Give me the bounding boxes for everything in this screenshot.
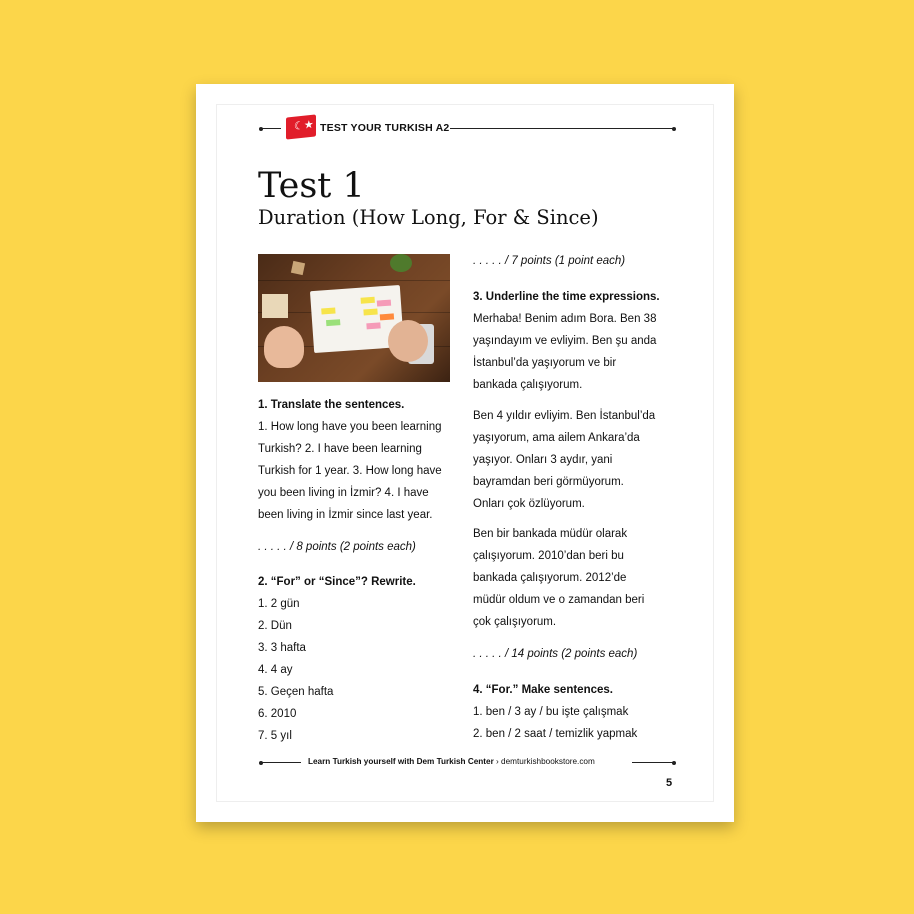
paragraph-line: Ben 4 yıldır evliyim. Ben İstanbul’da (473, 410, 656, 422)
list-item: 3. 3 hafta (258, 642, 306, 654)
list-item: 2. Dün (258, 620, 292, 632)
section-2-heading: 2. “For” or “Since”? Rewrite. (258, 576, 416, 588)
paragraph-line: bayramdan beri görmüyorum. (473, 476, 624, 488)
header-rule-end-dot (672, 127, 676, 131)
study-desk-photo (258, 254, 450, 382)
turkish-flag-icon: ☾★ (286, 114, 316, 139)
paragraph-line: müdür oldum ve o zamandan beri (473, 594, 645, 606)
paragraph-line: bankada çalışıyorum. 2012’de (473, 572, 627, 584)
paragraph-line: çalışıyorum. 2010’dan beri bu (473, 550, 624, 562)
footer-credit (308, 757, 595, 766)
list-item: 4. 4 ay (258, 664, 293, 676)
list-item: 1. ben / 3 ay / bu işte çalışmak (473, 706, 629, 718)
section-2-points: . . . . . / 7 points (1 point each) (473, 255, 626, 267)
section-3-paragraph-3 (473, 523, 673, 633)
hand-shape (388, 320, 428, 362)
page-title: Test 1 (258, 166, 365, 206)
hand-shape (264, 326, 304, 368)
paragraph-line: Ben bir bankada müdür olarak (473, 528, 628, 540)
footer-link[interactable]: › demturkishbookstore.com (493, 757, 595, 766)
section-1-heading: 1. Translate the sentences. (258, 399, 405, 411)
notepad-shape (262, 294, 288, 318)
paragraph-line: yaşıyorum, ama ailem Ankara’da (473, 432, 640, 444)
section-3-points: . . . . . / 14 points (2 points each) (473, 648, 638, 660)
paragraph-line: çok çalışıyorum. (473, 616, 557, 628)
section-3-heading: 3. Underline the time expressions. (473, 291, 660, 303)
series-title: TEST YOUR TURKISH A2 (320, 122, 450, 134)
dice-shape (291, 261, 305, 275)
section-2 (258, 571, 454, 747)
footer-bold-text: Learn Turkish yourself with Dem Turkish Center (308, 757, 494, 766)
list-item: 2. ben / 2 saat / temizlik yapmak (473, 728, 638, 740)
footer-rule-left (261, 762, 301, 763)
paragraph-line: yaşıyor. Onları 3 aydır, yani (473, 454, 613, 466)
plant-shape (390, 254, 412, 272)
list-item: 7. 5 yıl (258, 730, 292, 742)
list-item: 6. 2010 (258, 708, 297, 720)
paragraph-line: Onları çok özlüyorum. (473, 498, 585, 510)
paragraph-line: Merhaba! Benim adım Bora. Ben 38 (473, 313, 657, 325)
header-rule-right (450, 128, 674, 129)
section-3-paragraph-2 (473, 405, 673, 515)
section-4-heading: 4. “For.” Make sentences. (473, 684, 613, 696)
paragraph-line: İstanbul’da yaşıyorum ve bir (473, 357, 617, 369)
header-rule-left (261, 128, 281, 129)
page-number: 5 (666, 777, 673, 789)
list-item: 1. 2 gün (258, 598, 300, 610)
page-subtitle: Duration (How Long, For & Since) (258, 206, 599, 229)
section-1-text: 1. How long have you been learning Turkish? 2. I have been learning Turkish for 1 year. 3. How long have you been living in İzmir? 4. I have been living in İzmir since last year. (258, 421, 442, 521)
footer-rule-right (632, 762, 674, 763)
section-3 (473, 286, 673, 396)
section-1-points: . . . . . / 8 points (2 points each) (258, 541, 416, 553)
section-4 (473, 679, 673, 745)
list-item: 5. Geçen hafta (258, 686, 334, 698)
section-1 (258, 394, 454, 526)
paragraph-line: bankada çalışıyorum. (473, 379, 583, 391)
footer-rule-end-dot (672, 761, 676, 765)
paragraph-line: yaşındayım ve evliyim. Ben şu anda (473, 335, 657, 347)
